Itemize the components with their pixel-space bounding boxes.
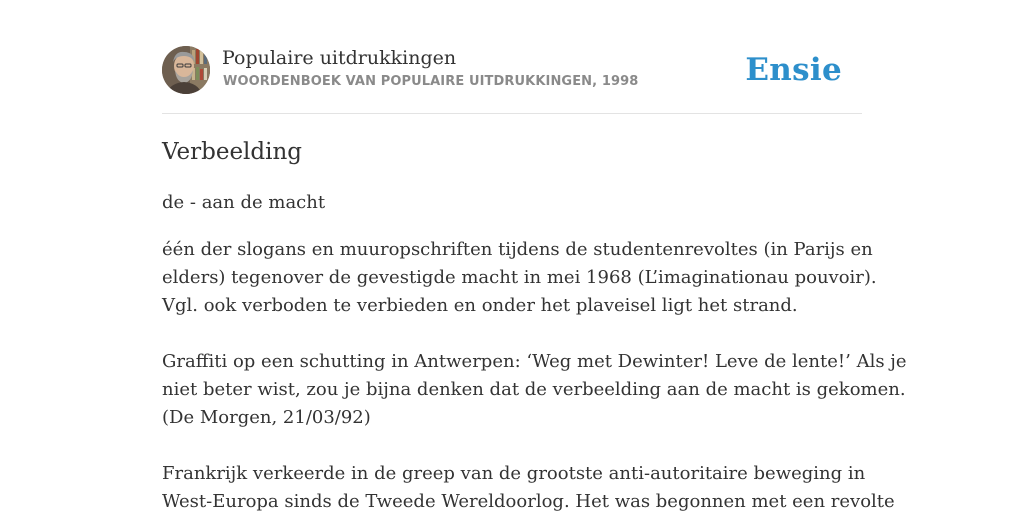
entry-body [162, 236, 907, 512]
text-line: niet beter wist, zou je bijna denken dat de verbeelding aan de macht is gekomen. [162, 379, 906, 400]
entry-paragraph [162, 460, 895, 512]
entry-paragraph [162, 236, 877, 320]
author-avatar[interactable] [162, 46, 210, 94]
text-line: één der slogans en muuropschriften tijdens de studentenrevoltes (in Parijs en [162, 239, 873, 260]
text-line: West-Europa sinds de Tweede Wereldoorlog. Het was begonnen met een revolte [162, 491, 895, 512]
ensie-logo[interactable]: Ensie [745, 52, 842, 88]
text-line: Frankrijk verkeerde in de greep van de grootste anti-autoritaire beweging in [162, 463, 866, 484]
source-header [162, 46, 862, 96]
source-subtitle: WOORDENBOEK VAN POPULAIRE UITDRUKKINGEN, 1998 [223, 74, 639, 89]
text-line: (De Morgen, 21/03/92) [162, 407, 371, 428]
entry-paragraph [162, 348, 907, 432]
entry-card [162, 46, 907, 512]
header-divider [162, 113, 862, 114]
entry-title: Verbeelding [162, 139, 303, 165]
text-line: elders) tegenover de gevestigde macht in mei 1968 (L’imaginationau pouvoir). [162, 267, 877, 288]
text-line: Vgl. ook verboden te verbieden en onder het plaveisel ligt het strand. [162, 295, 798, 316]
author-portrait-icon [162, 46, 210, 94]
entry-grammar: de - aan de macht [162, 192, 326, 213]
source-title[interactable]: Populaire uitdrukkingen [222, 47, 457, 69]
text-line: Graffiti op een schutting in Antwerpen: ‘Weg met Dewinter! Leve de lente!’ Als je [162, 351, 907, 372]
